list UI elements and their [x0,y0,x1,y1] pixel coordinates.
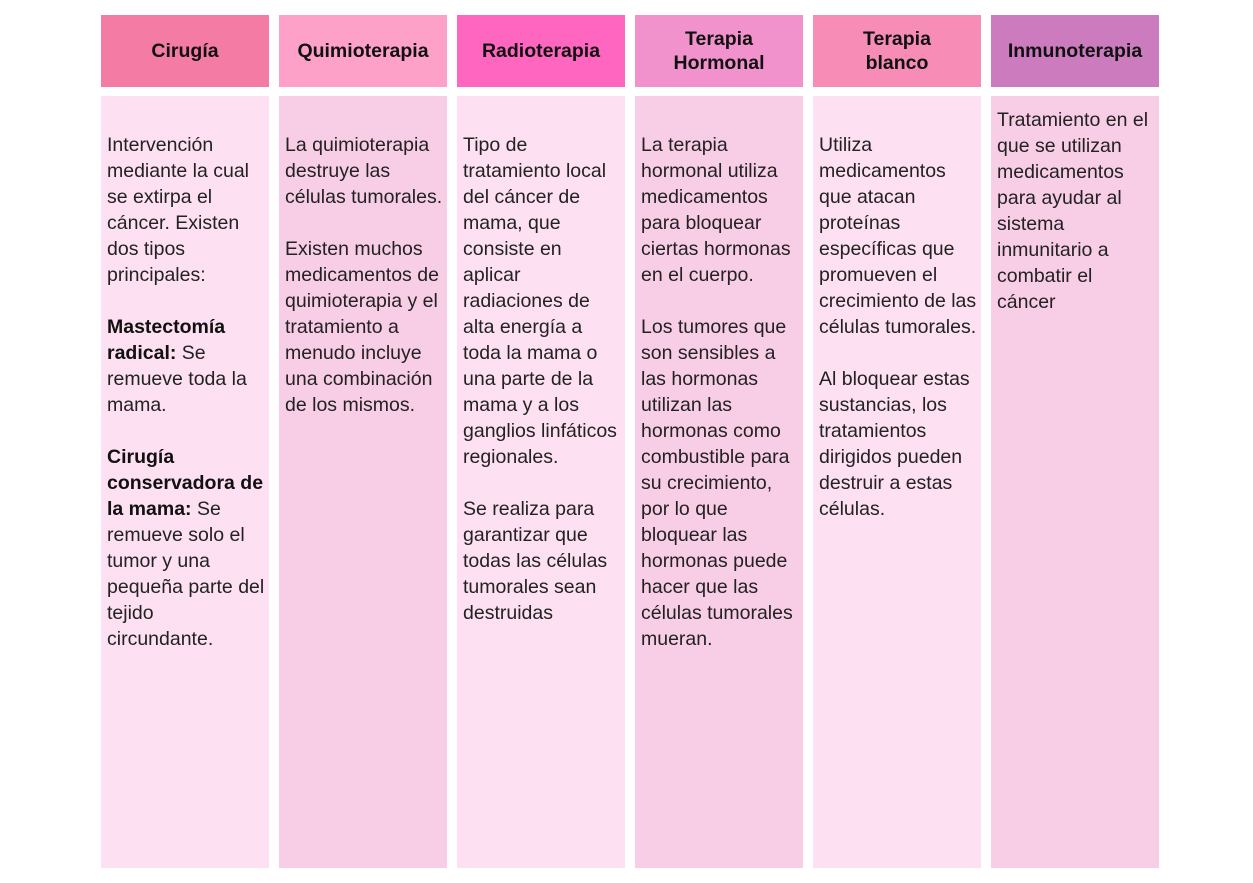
term-label: Cirugía conservadora de la mama: [107,446,264,520]
paragraph [641,132,799,288]
treatment-column [991,15,1159,313]
text-segment: Utiliza medicamentos que atacan proteínas específicas que promueven el crecimiento de las células tumorales. [819,134,977,338]
text-segment: Los tumores que son sensibles a las hormonas utilizan las hormonas como combustible para su crecimiento, por lo que bloquear las hormonas puede hacer que las células tumorales mueran. [641,316,793,650]
column-title: Inmunoterapia [1007,40,1143,62]
term-label: Mastectomía radical: [107,316,226,364]
column-header [101,15,269,87]
column-body [813,96,981,868]
column-body [101,96,269,868]
text-segment: Existen muchos medicamentos de quimioterapia y el tratamiento a menudo incluye una combinación de los mismos. [285,238,439,416]
text-segment: La quimioterapia destruye las células tumorales. [285,134,443,208]
column-title: Radioterapia [481,40,601,62]
treatment-column [279,15,447,416]
text-segment: Intervención mediante la cual se extirpa el cáncer. Existen dos tipos principales: [107,134,250,286]
paragraph [641,314,799,652]
paragraph [107,444,265,652]
column-body [635,96,803,868]
paragraph [819,366,977,522]
paragraph [107,314,265,418]
column-header [279,15,447,87]
column-title: Terapia blanco [863,28,931,74]
text-segment: Al bloquear estas sustancias, los tratamientos dirigidos pueden destruir a estas células. [819,368,970,520]
paragraph [463,496,621,626]
column-header [991,15,1159,87]
column-header [457,15,625,87]
column-header [635,15,803,87]
text-segment: Se remueve toda la mama. [107,342,247,416]
text-segment: Tipo de tratamiento local del cáncer de mama, que consiste en aplicar radiaciones de alta energía a toda la mama o una parte de la mama y a los ganglios linfáticos regionales. [463,134,617,468]
text-segment: Tratamiento en el que se utilizan medicamentos para ayudar al sistema inmunitario a combatir el cáncer [997,109,1149,313]
column-body [457,96,625,868]
text-segment: Se remueve solo el tumor y una pequeña parte del tejido circundante. [107,498,265,650]
paragraph [997,107,1155,315]
column-body [991,96,1159,868]
treatment-column [101,15,269,650]
column-title: Quimioterapia [297,40,429,62]
paragraph [107,132,265,288]
text-segment: Se realiza para garantizar que todas las células tumorales sean destruidas [463,498,608,624]
paragraph [463,132,621,470]
treatment-column [635,15,803,650]
treatment-column [813,15,981,520]
column-title: Terapia Hormonal [673,28,765,74]
column-title: Cirugía [151,40,219,62]
treatment-column [457,15,625,624]
paragraph [285,236,443,418]
paragraph [819,132,977,340]
paragraph [285,132,443,210]
column-body [279,96,447,868]
column-header [813,15,981,87]
text-segment: La terapia hormonal utiliza medicamentos para bloquear ciertas hormonas en el cuerpo. [641,134,791,286]
